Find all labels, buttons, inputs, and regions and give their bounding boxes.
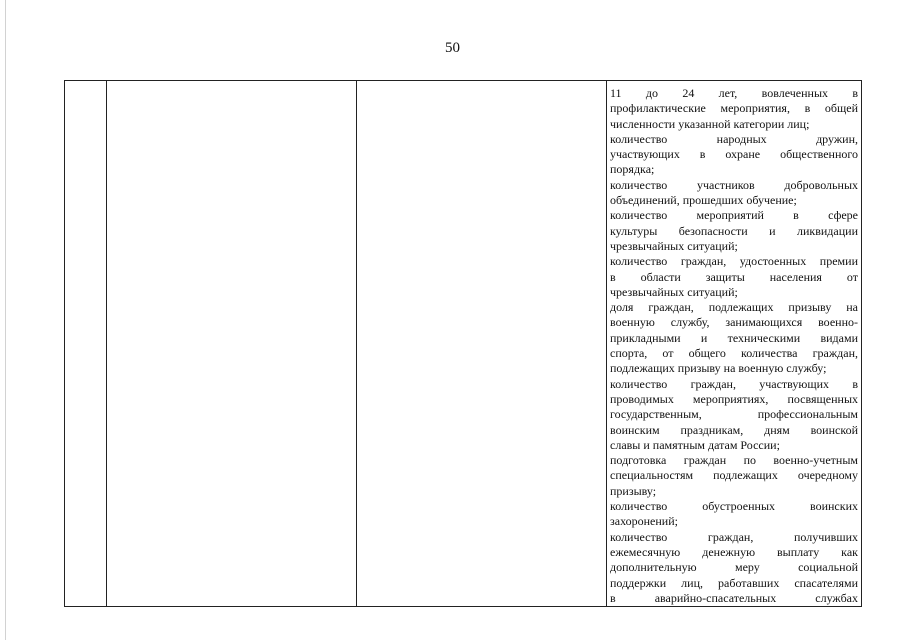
indicator-text-line: прикладными и техническими видами	[610, 330, 858, 345]
indicator-text-line: государственным, профессиональным	[610, 407, 858, 422]
scan-edge-line	[5, 0, 6, 640]
indicator-text-line: спорта, от общего количества граждан,	[610, 346, 858, 361]
table-cell-col3	[357, 81, 607, 607]
indicator-text-line: воинским праздникам, дням воинской	[610, 422, 858, 437]
indicator-text-line: военную службу, занимающихся военно-	[610, 315, 858, 330]
indicator-text-line: доля граждан, подлежащих призыву на	[610, 300, 858, 315]
indicator-text-line: объединений, прошедших обучение;	[610, 193, 797, 208]
indicator-text-line: количество народных дружин,	[610, 131, 858, 146]
indicator-text-line: подготовка граждан по военно-учетным	[610, 453, 858, 468]
indicator-text-line: захоронений;	[610, 514, 678, 529]
table-cell-number	[65, 81, 107, 607]
indicator-text-line: количество граждан, удостоенных премии	[610, 254, 858, 269]
indicator-text-line: участвующих в охране общественного	[610, 147, 858, 162]
indicator-text-line: в аварийно-спасательных службах	[610, 590, 858, 605]
indicator-text-line: 11 до 24 лет, вовлеченных в	[610, 86, 858, 100]
indicator-text-line: профилактические мероприятия, в общей	[610, 101, 858, 116]
indicator-text-line: порядка;	[610, 162, 655, 177]
indicator-text-line: чрезвычайных ситуаций;	[610, 238, 738, 253]
indicator-text-line: дополнительную меру социальной	[610, 560, 858, 575]
table-row	[65, 81, 862, 607]
table-cell-col2	[107, 81, 357, 607]
indicator-text-line: численности указанной категории лиц;	[610, 116, 810, 131]
page-number: 50	[445, 40, 460, 56]
indicator-text-line: поддержки лиц, работавших спасателями	[610, 575, 858, 590]
indicator-text-line: количество участников добровольных	[610, 177, 858, 192]
indicator-text-line: призыву;	[610, 483, 657, 498]
indicators-table	[64, 80, 862, 607]
indicator-text-line: количество граждан, участвующих в	[610, 376, 858, 391]
indicator-text-line: подлежащих призыву на военную службу;	[610, 361, 827, 376]
indicator-text-line: славы и памятным датам России;	[610, 437, 780, 452]
indicator-text-line: количество обустроенных воинских	[610, 499, 858, 514]
indicator-text-line: количество граждан, получивших	[610, 529, 858, 544]
table-cell-indicators	[607, 81, 862, 607]
indicator-text-line: культуры безопасности и ликвидации	[610, 223, 858, 238]
indicator-text-block	[610, 86, 858, 606]
indicator-text-line: ежемесячную денежную выплату как	[610, 544, 858, 559]
indicator-text-line: в области защиты населения от	[610, 269, 858, 284]
indicator-text-line: чрезвычайных ситуаций;	[610, 284, 738, 299]
indicator-text-line: количество мероприятий в сфере	[610, 208, 858, 223]
indicator-text-line: специальностям подлежащих очередному	[610, 468, 858, 483]
indicator-text-line: проводимых мероприятиях, посвященных	[610, 391, 858, 406]
